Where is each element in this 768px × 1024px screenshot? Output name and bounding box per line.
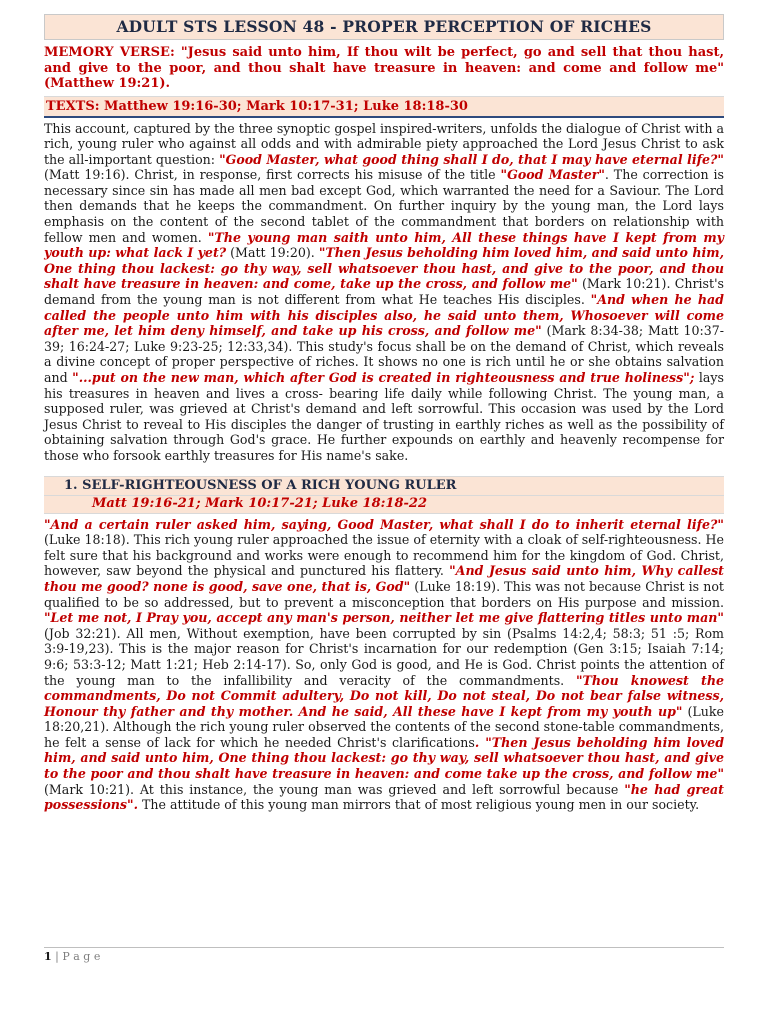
bible-texts: TEXTS: Matthew 19:16-30; Mark 10:17-31; Luke 18:18-30 (44, 96, 724, 118)
scripture-quote: "Then Jesus beholding him loved him, and said unto him, One thing thou lackest: go thy way, sell whatsoever thou hast, and give to the poor, and thou shalt have treasure in heaven: and come, take up the cross, and follow me" (44, 245, 724, 292)
section-1-heading: 1. SELF-RIGHTEOUSNESS OF A RICH YOUNG RULER (44, 476, 724, 496)
scripture-quote: "The young man saith unto him, All these things have I kept from my youth up: what lack I yet? (44, 229, 724, 261)
scripture-quote: "Good Master" (500, 167, 605, 183)
scripture-quote: "And Jesus said unto him, Why callest thou me good? none is good, save one, that is, God" (44, 563, 724, 594)
memory-verse: MEMORY VERSE: "Jesus said unto him, If thou wilt be perfect, go and sell that thou hast, and give to the poor, and thou shalt have treasure in heaven: and come and follow me" (Matthew 19:21). (44, 45, 724, 91)
body-text: (Job 32:21). All men, Without exemption, have been corrupted by sin (Psalms 14:2,4; 58:3; 51 :5; Rom 3:9-19,23). This is the major reason for Christ's incarnation for our redemption (Gen 3:15; Isaiah 7:14; 9:6; 53:3-12; Matt 1:21; Heb 2:14-17). So, only God is good, and He is God. Christ points the attention of the young man to the infallibility and veracity of the commandments. (44, 625, 724, 688)
body-text: (Matt 19:20). (226, 245, 319, 261)
intro-paragraph (44, 121, 724, 464)
scripture-quote: "Good Master, what good thing shall I do, that I may have eternal life?" (219, 151, 724, 167)
body-text: (Luke 18:20,21). Although the rich young ruler observed the contents of the second stone-table commandments, he felt a sense of lack for which he needed Christ's clarifications (44, 703, 724, 750)
page-number: 1 (44, 950, 52, 963)
body-text: (Matt 19:16). Christ, in response, first corrects his misuse of the title (44, 167, 501, 183)
lesson-title: ADULT STS LESSON 48 - PROPER PERCEPTION OF RICHES (44, 14, 724, 40)
document-page (44, 14, 724, 813)
scripture-quote: "And a certain ruler asked him, saying, Good Master, what shall I do to inherit eternal life?" (44, 516, 724, 532)
page-label: | P a g e (51, 950, 101, 963)
scripture-quote: "he had great possessions". (44, 781, 725, 813)
body-text: (Luke 18:18). This rich young ruler approached the issue of eternity with a cloak of self-righteousness. He felt sure that his background and works were enough to recommend him for the kingdom of God. Christ, however, saw beyond the physical and punctured his flattery. (44, 532, 724, 579)
body-text: The attitude of this young man mirrors that of most religious young men in our society. (137, 797, 700, 813)
body-text: (Mark 10:21). At this instance, the young man was grieved and left sorrowful because (44, 781, 625, 797)
page-footer (44, 947, 724, 963)
scripture-quote: "And when he had called the people unto him with his disciples also, he said unto them, Whosoever will come after me, let him deny himself, and take up his cross, and follow me" (44, 292, 724, 339)
body-text: . The correction is necessary since sin has made all men bad except God, which warranted the need for a Saviour. The Lord then demands that he keeps the commandment. On further inquiry by the young man, the Lord lays emphasis on the content of the second tablet of the commandment that borders on relationship with fellow men and women. (44, 167, 724, 245)
scripture-quote: "Let me not, I Pray you, accept any man's person, neither let me give flattering titles unto man" (44, 610, 724, 626)
scripture-quote: "...put on the new man, which after God is created in righteousness and true holiness"; (72, 370, 695, 385)
section-1-references: Matt 19:16-21; Mark 10:17-21; Luke 18:18-22 (44, 496, 724, 514)
body-text: This account, captured by the three synoptic gospel inspired-writers, unfolds the dialogue of Christ with a rich, young ruler who against all odds and with admirable piety approached the Lord Jesus Christ to ask the all-important question: (44, 120, 724, 167)
body-text: (Mark 8:34-38; Matt 10:37-39; 16:24-27; Luke 9:23-25; 12:33,34). This study's focus shall be on the demand of Christ, which reveals a divine concept of proper perspective of riches. It shows no one is rich until he or she obtains salvation and (44, 323, 724, 385)
section-1-paragraph (44, 517, 724, 813)
scripture-quote: . "Then Jesus beholding him loved him, and said unto him, One thing thou lackest: go thy way, sell whatsoever thou hast, and give to the poor and thou shalt have treasure in heaven: and come take up the cross, and follow me" (44, 734, 725, 782)
body-text: lays his treasures in heaven and lives a cross- bearing life daily while following Christ. The young man, a supposed ruler, was grieved at Christ's demand and left sorrowful. This occasion was used by the Lord Jesus Christ to reveal to His disciples the danger of trusting in earthly riches as well as the possibility of obtaining salvation through God's grace. He further expounds on earthly and heavenly recompense for those who forsook earthly treasures for His name's sake. (44, 370, 725, 463)
body-text: (Mark 10:21). Christ's demand from the young man is not different from what He teaches His disciples. (44, 276, 724, 308)
body-text: (Luke 18:19). This was not because Christ is not qualified to be so addressed, but to prevent a misconception that borders on His purpose and mission. (44, 578, 724, 610)
scripture-quote: "Thou knowest the commandments, Do not Commit adultery, Do not kill, Do not steal, Do not bear false witness, Honour thy father and thy mother. And he said, All these have I kept from my youth up" (44, 672, 724, 719)
